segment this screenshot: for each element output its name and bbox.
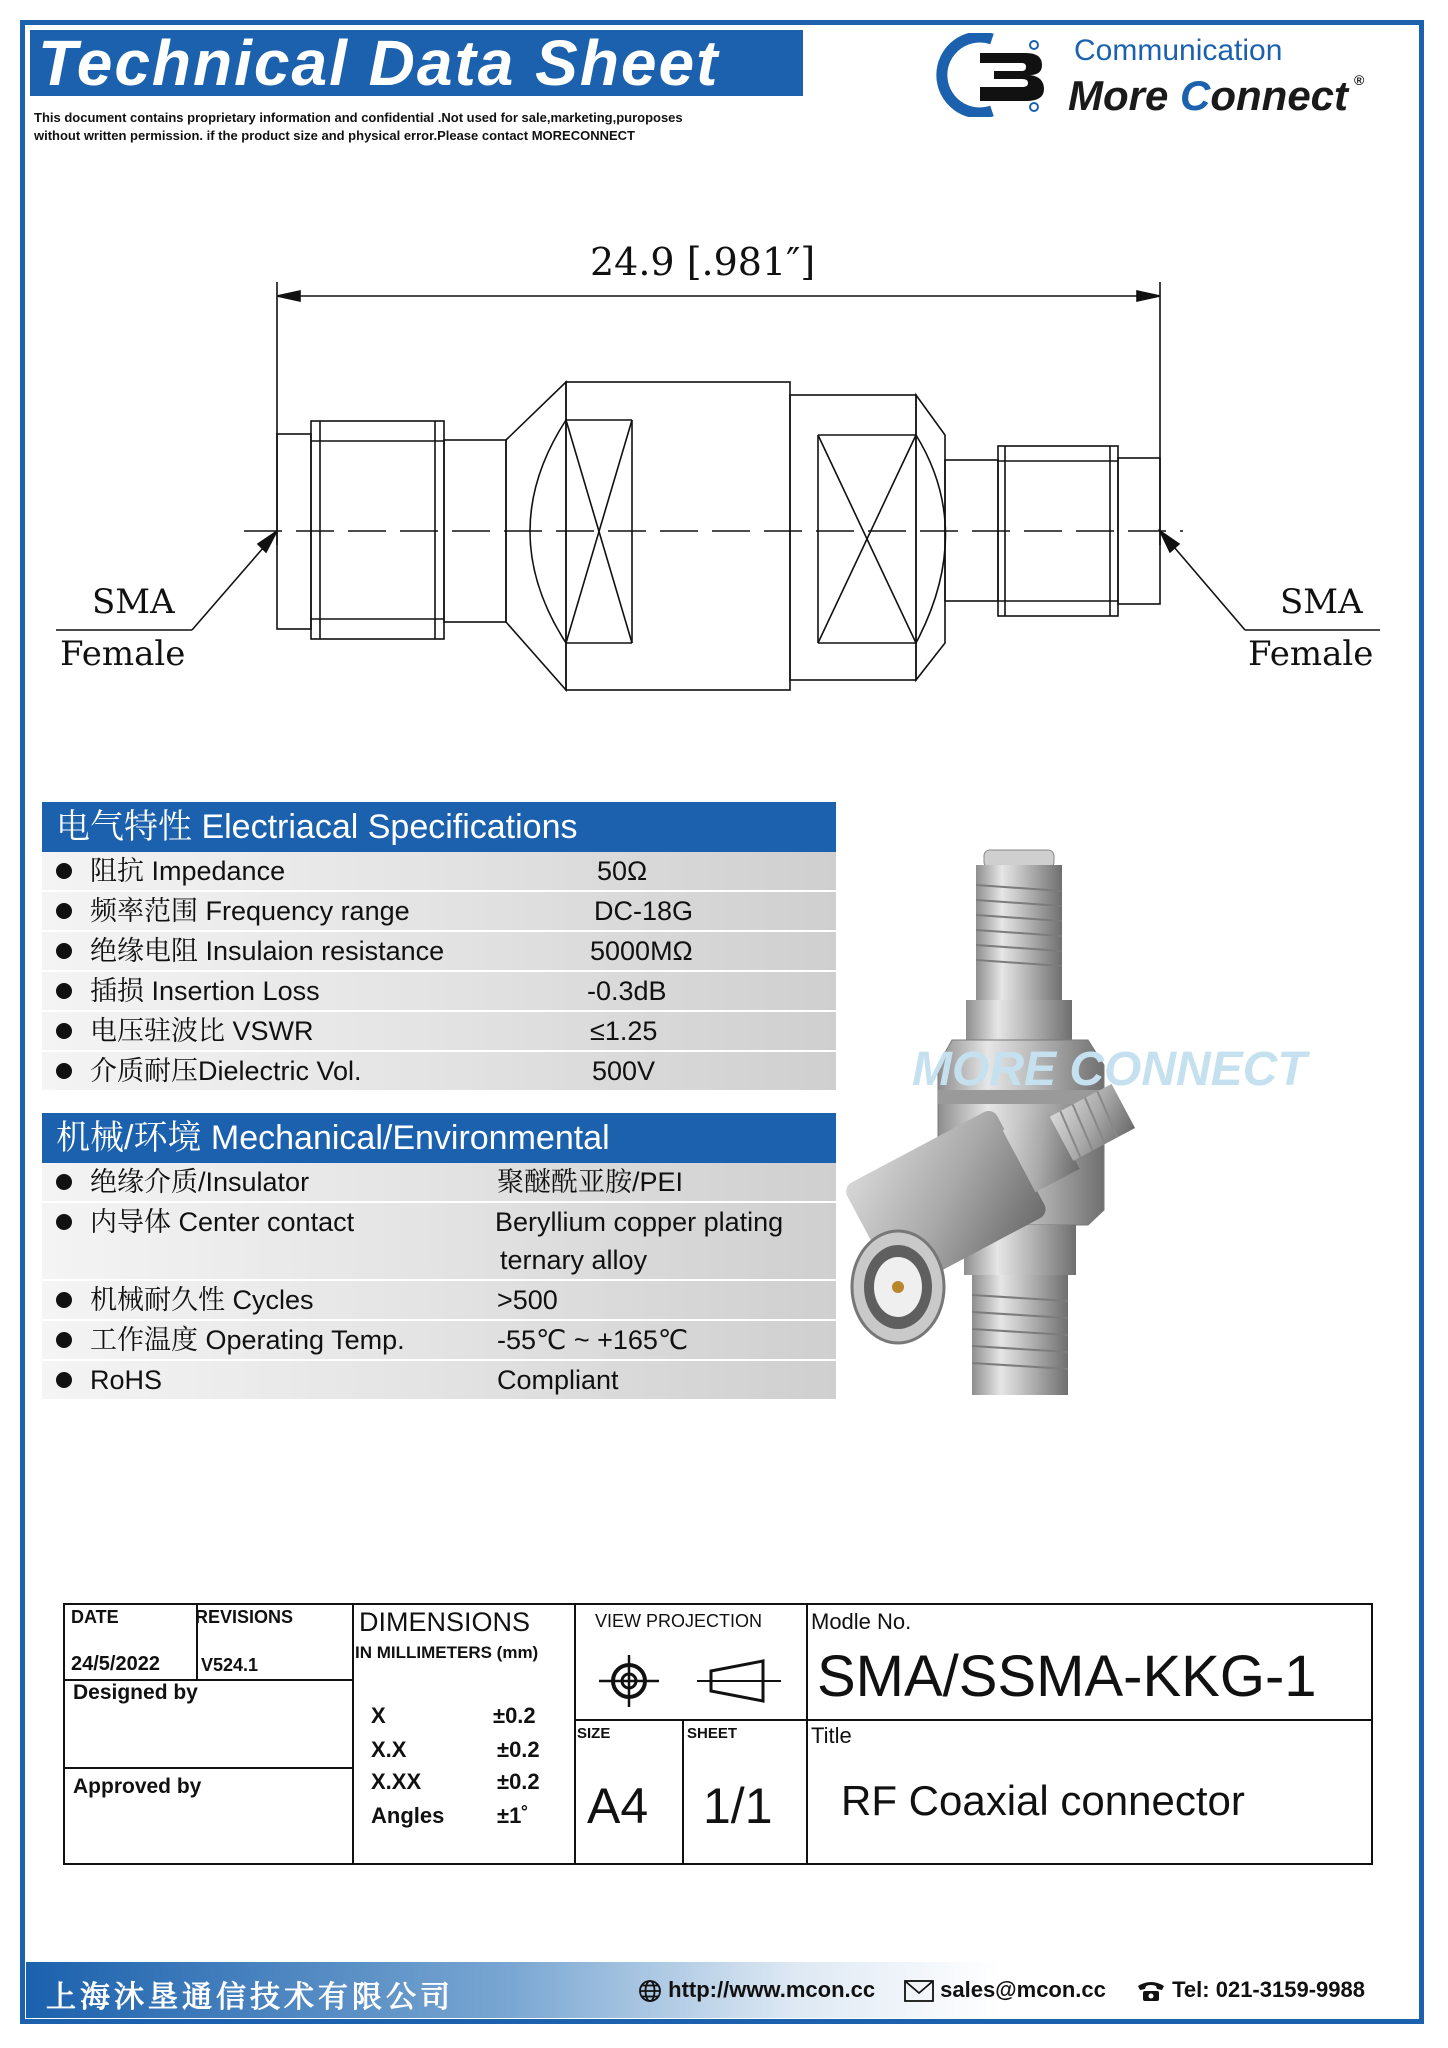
spec-value: -0.3dB: [587, 976, 667, 1006]
phone-contact[interactable]: [1136, 1977, 1365, 2003]
mechanical-spec-table: [42, 1113, 836, 1401]
tb-divider: [65, 1767, 354, 1769]
spec-row: [42, 1203, 836, 1281]
brand-more-connect: [1068, 72, 1364, 120]
spec-name: 电压驻波比 VSWR: [90, 1016, 314, 1046]
spec-value: 5000MΩ: [590, 936, 693, 966]
spec-name: 绝缘电阻 Insulaion resistance: [90, 936, 445, 966]
spec-row: [42, 972, 836, 1012]
email-link[interactable]: sales@mcon.cc: [940, 1977, 1106, 2002]
sheet-label: SHEET: [687, 1725, 738, 1742]
title-block: [63, 1603, 1373, 1865]
document-title: Technical Data Sheet: [30, 30, 803, 96]
envelope-icon: [904, 1980, 934, 2002]
tolerance-value: ±1˚: [497, 1803, 529, 1828]
mechanical-spec-heading: 机械/环境 Mechanical/Environmental: [42, 1113, 836, 1163]
date-value: 24/5/2022: [71, 1653, 160, 1675]
spec-name: 机械耐久性 Cycles: [90, 1285, 314, 1315]
spec-value: 50Ω: [597, 856, 648, 886]
bullet-icon: [56, 863, 72, 879]
spec-name: 工作温度 Operating Temp.: [90, 1325, 405, 1355]
spec-row: [42, 1052, 836, 1092]
more-connect-logo-icon: [930, 33, 1060, 117]
spec-row: [42, 1361, 836, 1401]
spec-name: 绝缘介质/Insulator: [90, 1167, 310, 1197]
title-label: Title: [811, 1723, 852, 1748]
dimensions-label: DIMENSIONS: [359, 1607, 531, 1637]
overall-length-dimension: 24.9 [.981″]: [590, 240, 816, 284]
tolerance-value: ±0.2: [493, 1703, 536, 1728]
dimensions-unit: IN MILLIMETERS (mm): [355, 1643, 539, 1662]
bullet-icon: [56, 1063, 72, 1079]
spec-name: 内导体 Center contact: [90, 1207, 355, 1237]
bullet-icon: [56, 1214, 72, 1230]
right-connector-gender: Female: [1248, 634, 1374, 674]
bullet-icon: [56, 943, 72, 959]
tolerance-value: ±0.2: [497, 1769, 540, 1794]
electrical-spec-table: [42, 802, 836, 1092]
product-photo: [842, 825, 1412, 1410]
spec-row: [42, 852, 836, 892]
spec-value: 500V: [592, 1056, 656, 1086]
spec-value: ≤1.25: [590, 1016, 658, 1046]
registered-mark: ®: [1354, 72, 1365, 88]
date-label: DATE: [71, 1607, 119, 1627]
phone-number: Tel: 021-3159-9988: [1172, 1977, 1365, 2002]
revisions-value: V524.1: [201, 1655, 259, 1675]
connector-drawing: [40, 235, 1410, 720]
bullet-icon: [56, 983, 72, 999]
bullet-icon: [56, 1292, 72, 1308]
spec-name: 插损 Insertion Loss: [90, 976, 320, 1006]
website-contact[interactable]: [638, 1977, 875, 2003]
model-label: Modle No.: [811, 1609, 912, 1634]
spec-row: [42, 892, 836, 932]
tolerance-value: ±0.2: [497, 1737, 540, 1762]
cone-projection-icon: [697, 1657, 781, 1705]
telephone-icon: [1136, 1980, 1166, 2002]
revisions-label: REVISIONS: [195, 1607, 294, 1627]
view-projection-label: VIEW PROJECTION: [595, 1611, 763, 1631]
spec-row: [42, 1163, 836, 1203]
bullet-icon: [56, 1332, 72, 1348]
bullet-icon: [56, 1174, 72, 1190]
notice-line-2: without written permission. if the product size and physical error.Please contact MORECONNECT: [34, 128, 635, 143]
spec-value: Compliant: [497, 1365, 619, 1395]
product-title: RF Coaxial connector: [841, 1777, 1245, 1824]
spec-value: -55℃ ~ +165℃: [497, 1325, 689, 1355]
tb-divider: [574, 1605, 576, 1863]
tolerance-label: Angles: [371, 1803, 445, 1828]
spec-value: >500: [497, 1285, 558, 1315]
footer-bar: [26, 1962, 1418, 2018]
confidentiality-notice: [34, 109, 814, 145]
spec-name: 介质耐压Dielectric Vol.: [90, 1056, 362, 1086]
designed-by-label: Designed by: [73, 1681, 198, 1704]
approved-by-label: Approved by: [73, 1775, 202, 1798]
spec-value: Beryllium copper plating: [495, 1207, 784, 1237]
tolerance-label: X.XX: [371, 1769, 422, 1794]
tb-divider: [352, 1605, 354, 1863]
size-label: SIZE: [577, 1725, 611, 1742]
tb-divider: [574, 1719, 1373, 1721]
brand-more: More: [1068, 72, 1181, 119]
bullet-icon: [56, 1372, 72, 1388]
right-connector-type: SMA: [1280, 582, 1363, 622]
photo-watermark: MORE CONNECT: [912, 1043, 1307, 1096]
spec-row: [42, 1012, 836, 1052]
spec-row: [42, 932, 836, 972]
spec-row: [42, 1321, 836, 1361]
spec-row: [42, 1281, 836, 1321]
tb-divider: [806, 1605, 808, 1863]
website-link[interactable]: http://www.mcon.cc: [668, 1977, 876, 2002]
electrical-spec-heading: 电气特性 Electriacal Specifications: [42, 802, 836, 852]
bullet-icon: [56, 1023, 72, 1039]
spec-value: DC-18G: [594, 896, 694, 926]
spec-value: 聚醚酰亚胺/PEI: [497, 1167, 684, 1197]
spec-name: RoHS: [90, 1365, 163, 1395]
tolerance-label: X.X: [371, 1737, 407, 1762]
email-contact[interactable]: [904, 1977, 1106, 2003]
first-angle-projection-icon: [597, 1653, 661, 1709]
tb-divider: [682, 1719, 684, 1863]
bullet-icon: [56, 903, 72, 919]
spec-name: 阻抗 Impedance: [90, 856, 286, 886]
tolerance-label: X: [371, 1703, 386, 1728]
left-connector-gender: Female: [60, 634, 186, 674]
spec-value-line-2: ternary alloy: [500, 1245, 648, 1275]
spec-name: 频率范围 Frequency range: [90, 896, 410, 926]
notice-line-1: This document contains proprietary information and confidential .Not used for sale,marketing,puroposes: [34, 110, 683, 125]
brand-communication: Communication: [1074, 34, 1283, 67]
sheet-value: 1/1: [703, 1778, 773, 1834]
model-number: SMA/SSMA-KKG-1: [817, 1644, 1317, 1709]
left-connector-type: SMA: [92, 582, 175, 622]
size-value: A4: [587, 1778, 649, 1834]
company-name: 上海沐垦通信技术有限公司: [46, 1980, 454, 2015]
brand-onnect: onnect: [1210, 72, 1349, 119]
globe-icon: [638, 1979, 662, 2003]
brand-c: C: [1180, 72, 1211, 119]
